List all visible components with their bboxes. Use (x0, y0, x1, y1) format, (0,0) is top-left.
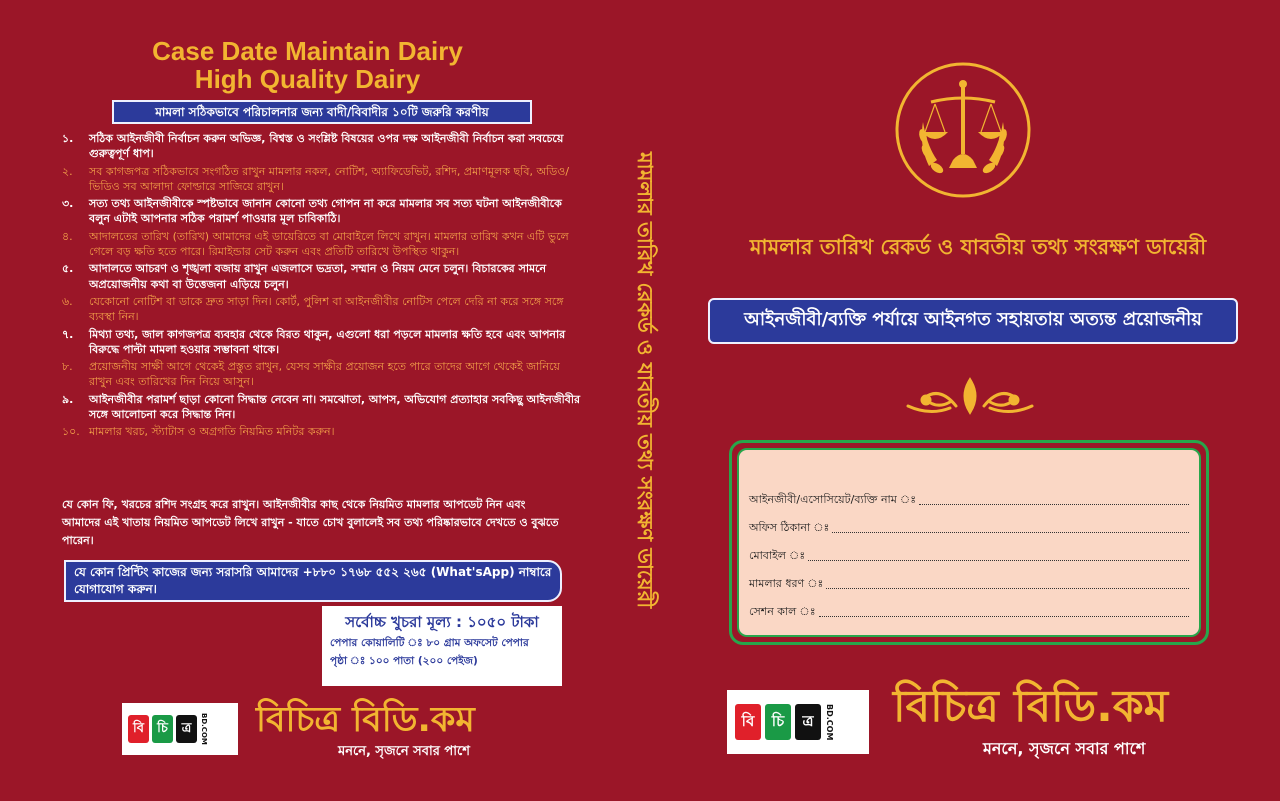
front-subtitle-banner: আইনজীবী/ব্যক্তি পর্যায়ে আইনগত সহায়তায় অত্যন্ত প্রয়োজনীয় (708, 298, 1238, 344)
scales-of-justice-icon (889, 56, 1037, 204)
tip-text: আইনজীবীর পরামর্শ ছাড়া কোনো সিদ্ধান্ত নেবেন না। সমঝোতা, আপস, অভিযোগ প্রত্যাহার সবকিছু আইনজীবীর সঙ্গে আলোচনা করে সিদ্ধান্ত নিন। (89, 392, 581, 422)
tip-text: যেকোনো নোটিশ বা ডাকে দ্রুত সাড়া দিন। কোর্ট, পুলিশ বা আইনজীবীর নোটিস পেলে দেরি না করে সঙ্গে সঙ্গে ব্যবস্থা নিন। (89, 294, 564, 324)
tip-number: ১. (62, 132, 74, 145)
contact-banner: যে কোন প্রিন্টিং কাজের জন্য সরাসরি আমাদের +৮৮০ ১৭৬৮ ৫৫২ ২৬৫ (What'sApp) নাম্বারে যোগাযোগ করুন। (64, 560, 562, 602)
write-line (919, 486, 1189, 505)
logo-suffix: BD.COM (200, 713, 208, 745)
tips-list (62, 131, 582, 442)
brand-tagline: মননে, সৃজনে সবার পাশে (983, 739, 1146, 758)
tip-text: আদালতের তারিখ (তারিখ) আমাদের এই ডায়েরিতে বা মোবাইলে লিখে রাখুন। মামলার তারিখ কখন এটি ভুলে গেলে বড় ক্ষতি হতে পারে। রিমাইন্ডার সেট করুন এবং প্রতিটি তারিখে উপস্থিত থাকুন। (89, 229, 569, 259)
details-card (737, 448, 1201, 637)
paper-quality: পেপার কোয়ালিটি ঃ ৮০ গ্রাম অফসেট পেপার (330, 637, 529, 649)
tip-number: ৩. (62, 197, 74, 211)
tip-item (62, 424, 582, 439)
tip-number: ২. (62, 164, 73, 178)
back-title-line2: High Quality Dairy (194, 64, 421, 94)
tip-item (62, 229, 582, 260)
tip-item (62, 261, 582, 292)
tip-item (62, 131, 582, 162)
tip-number: ৬. (62, 294, 73, 308)
tips-banner: মামলা সঠিকভাবে পরিচালনার জন্য বাদী/বিবাদীর ১০টি জরুরি করণীয় (112, 100, 532, 124)
field-case-type (749, 570, 1189, 598)
field-mobile (749, 542, 1189, 570)
spine (615, 0, 665, 801)
write-line (826, 570, 1189, 589)
tip-item (62, 196, 582, 227)
page-count: পৃষ্ঠা ঃ ১০০ পাতা (২০০ পেইজ) (330, 655, 478, 667)
brand-tagline: মননে, সৃজনে সবার পাশে (338, 744, 470, 759)
field-label: অফিস ঠিকানা ঃ (749, 521, 830, 534)
logo-tag: ত্র (795, 704, 821, 740)
tip-number: ৭. (62, 327, 74, 341)
tip-text: সঠিক আইনজীবী নির্বাচন করুন অভিজ্ঞ, বিশ্বস্ত ও সংশ্লিষ্ট বিষয়ের ওপর দক্ষ আইনজীবী নির্বাচন করা সবচেয়ে গুরুত্বপূর্ণ ধাপ। (89, 132, 564, 161)
field-label: মামলার ধরণ ঃ (749, 577, 824, 590)
logo-tag: চি (152, 715, 173, 743)
logo-tag: বি (128, 715, 149, 743)
front-cover (665, 0, 1280, 801)
brand-logo (122, 703, 238, 755)
write-line (819, 598, 1189, 617)
tip-number: ৪. (62, 229, 73, 243)
front-title: মামলার তারিখ রেকর্ড ও যাবতীয় তথ্য সংরক্ষণ ডায়েরী (749, 235, 1207, 259)
tip-number: ৮. (62, 360, 73, 374)
update-note: যে কোন ফি, খরচের রশিদ সংগ্রহ করে রাখুন। আইনজীবীর কাছ থেকে নিয়মিত মামলার আপডেট নিন এবং আমাদের এই খাতায় নিয়মিত আপডেট লিখে রাখুন - যাতে চোখ বুলালেই সব তথ্য পরিষ্কারভাবে দেখতে ও বুঝতে পারেন। (62, 498, 559, 547)
field-label: আইনজীবী/এসোসিয়েট/ব্যক্তি নাম ঃ (749, 493, 917, 506)
brand-name: বিচিত্র বিডি.কম (893, 681, 1169, 732)
tip-item (62, 392, 582, 423)
logo-suffix: BD.COM (825, 703, 834, 741)
back-cover (0, 0, 615, 801)
field-label: সেশন কাল ঃ (749, 605, 816, 618)
logo-tag: ত্র (176, 715, 197, 743)
field-session (749, 598, 1189, 626)
field-label: মোবাইল ঃ (749, 549, 806, 562)
tip-text: মামলার খরচ, স্ট্যাটাস ও অগ্রগতি নিয়মিত মনিটর করুন। (89, 425, 335, 439)
floral-ornament-icon (900, 372, 1040, 422)
logo-tag: বি (735, 704, 761, 740)
tip-text: সত্য তথ্য আইনজীবীকে স্পষ্টভাবে জানান কোনো তথ্য গোপন না করে মামলার সব সত্য ঘটনা আইনজীবীকে বলুন এটাই আপনার সঠিক পরামর্শ পাওয়ার মূল চাবিকাঠি। (89, 197, 562, 226)
tip-number: ৫. (62, 262, 74, 276)
tip-text: মিথ্যা তথ্য, জাল কাগজপত্র ব্যবহার থেকে বিরত থাকুন, এগুলো ধরা পড়লে মামলার ক্ষতি হবে এবং আপনার বিরুদ্ধে পাল্টা মামলা হওয়ার সম্ভাবনা থাকে। (89, 327, 566, 356)
tip-item (62, 327, 582, 358)
write-line (832, 514, 1189, 533)
retail-price: সর্বোচ্চ খুচরা মূল্য : ১০৫০ টাকা (345, 613, 539, 631)
tip-text: প্রয়োজনীয় সাক্ষী আগে থেকেই প্রস্তুত রাখুন, যেসব সাক্ষীর প্রয়োজন হতে পারে তাদের আগে থেকেই জানিয়ে রাখুন এবং তারিখের দিন নিয়ে আসুন। (89, 360, 560, 389)
tip-text: সব কাগজপত্র সঠিকভাবে সংগঠিত রাখুন মামলার নকল, নোটিশ, অ্যাফিডেভিট, রশিদ, প্রমাণমূলক ছবি, অডিও/ভিডিও সব আলাদা ফোল্ডারে সাজিয়ে রাখুন। (89, 164, 570, 193)
tip-item (62, 294, 582, 325)
spine-title: মামলার তারিখ রেকর্ড ও যাবতীয় তথ্য সংরক্ষণ ডায়েরী (633, 152, 657, 609)
field-office-address (749, 514, 1189, 542)
price-box (322, 606, 562, 686)
brand-logo (727, 690, 869, 754)
tip-number: ৯. (62, 392, 74, 406)
tip-text: আদালতে আচরণ ও শৃঙ্খলা বজায় রাখুন এজলাসে ভদ্রতা, সম্মান ও নিয়ম মেনে চলুন। বিচারকের সামনে অপ্রয়োজনীয় কথা বা উত্তেজনা এড়িয়ে চলুন। (89, 262, 547, 291)
brand-name: বিচিত্র বিডি.কম (256, 700, 475, 740)
logo-tag: চি (765, 704, 791, 740)
field-advocate-name (749, 486, 1189, 514)
tip-item (62, 359, 582, 390)
write-line (808, 542, 1189, 561)
tip-item (62, 164, 582, 195)
tip-number: ১০. (62, 425, 80, 439)
back-title-line1: Case Date Maintain Dairy (152, 36, 463, 66)
